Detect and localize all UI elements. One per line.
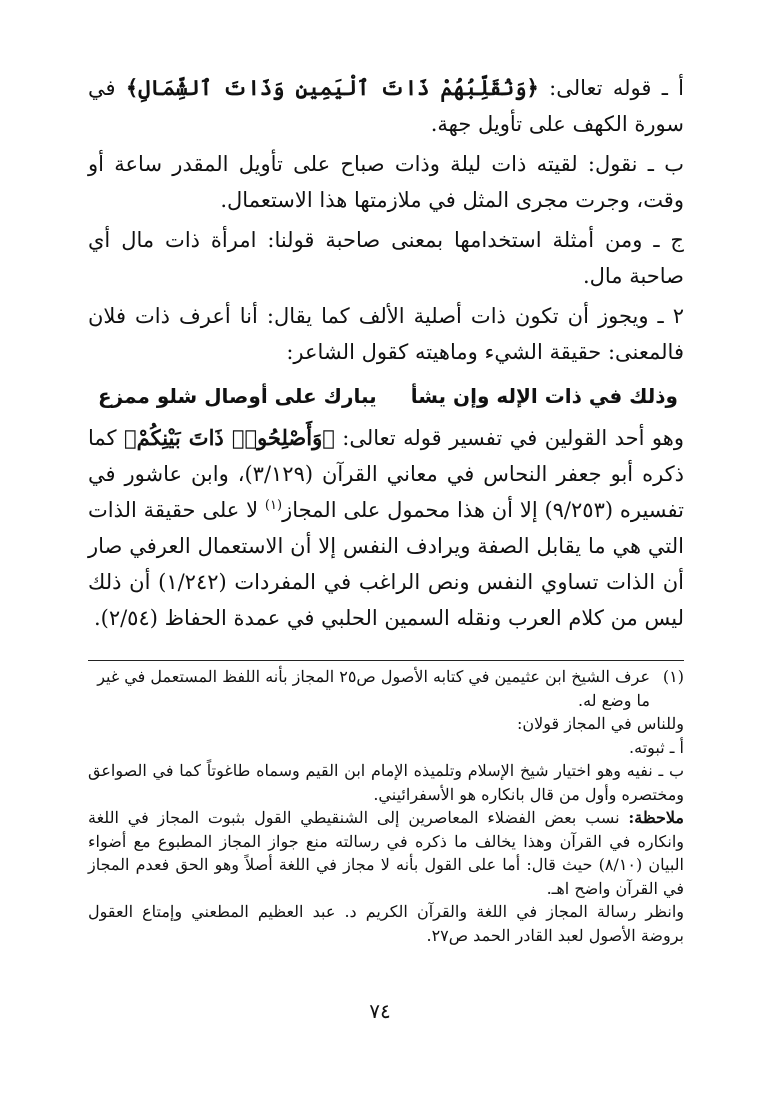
footnote-divider xyxy=(88,660,684,661)
footnote-view-a: أ ـ ثبوته. xyxy=(629,737,684,757)
paragraph-a-intro: أ ـ قوله تعالى: xyxy=(538,76,685,100)
verse-second-hemistich: يبارك على أوصال شلو ممزع xyxy=(98,384,377,408)
paragraph-tafsir-middle: كما ذكره أبو جعفر النحاس في معاني القرآن (٣/١٢٩)، وابن عاشور في تفسيره (٩/٢٥٣) إلا أن هذا محمول على المجاز xyxy=(88,426,685,522)
footnote-definition: عرف الشيخ ابن عثيمين في كتابه الأصول ص٢٥ المجاز بأنه اللفظ المستعمل في غير ما وضع له. xyxy=(97,667,650,710)
main-text xyxy=(88,60,684,640)
quran-verse-anfal: ﴿وَأَصْلِحُوا۟ ذَاتَ بَيْنِكُمْ﴾ xyxy=(124,425,335,450)
remark-text: نسب بعض الفضلاء المعاصرين إلى الشنقيطي القول بثبوت المجاز في اللغة وانكاره في القرآن وهذا يخالف ما ذكره في رسالته منع جواز المجاز المطبوع مع أضواء البيان (٨/١٠) حيث قال: أما على القول بأنه لا مجاز في اللغة أصلاً وهو الحق فعدم المجاز في القرآن واضح اهـ. xyxy=(88,808,684,898)
paragraph-2: ٢ ـ ويجوز أن تكون ذات أصلية الألف كما يقال: أنا أعرف ذات فلان فالمعنى: حقيقة الشيء وماهيته كقول الشاعر: xyxy=(88,304,684,364)
footnote-references: وانظر رسالة المجاز في اللغة والقرآن الكريم د. عبد العظيم المطعني وإمتاع العقول بروضة الأصول لعبد القادر الحمد ص٢٧. xyxy=(88,902,684,945)
remark-label: ملاحظة: xyxy=(628,808,684,827)
paragraph-tafsir-rest: لا على حقيقة الذات التي هي ما يقابل الصفة ويرادف النفس إلا أن الاستعمال العرفي صار أن الذات تساوي النفس ونص الراغب في المفردات (١/٢٤٢) أن ذلك ليس من كلام العرب ونقله السمين الحلبي في عمدة الحفاظ (٢/٥٤). xyxy=(88,498,684,630)
page-number: ٧٤ xyxy=(369,999,391,1023)
paragraph-c: ج ـ ومن أمثلة استخدامها بمعنى صاحبة قولنا: امرأة ذات مال أي صاحبة مال. xyxy=(88,228,684,288)
footnote-reference: (١) xyxy=(264,498,283,513)
footnote-1 xyxy=(88,665,684,712)
paragraph-a xyxy=(88,70,684,142)
quran-verse-kahf: ﴿وَنُقَلِّبُهُمْ ذَاتَ ٱلْيَمِينِ وَذَاتَ ٱلشِّمَالِ﴾ xyxy=(125,75,539,100)
verse-first-hemistich: وذلك في ذات الإله وإن يشأ xyxy=(410,384,678,408)
footnotes xyxy=(88,665,684,947)
footnote-remark xyxy=(88,806,684,900)
paragraph-a-rest: في سورة الكهف على تأويل جهة. xyxy=(88,76,684,136)
footnote-view-b: ب ـ نفيه وهو اختيار شيخ الإسلام وتلميذه الإمام ابن القيم وسماه طاغوتاً كما في الصواعق ومختصره وأول من قال بانكاره هو الأسفرائيني. xyxy=(88,761,685,804)
paragraph-tafsir xyxy=(88,420,684,636)
poetry-verse xyxy=(88,374,684,418)
paragraph-b: ب ـ نقول: لقيته ذات ليلة وذات صباح على تأويل المقدر ساعة أو وقت، وجرت مجرى المثل في ملازمتها هذا الاستعمال. xyxy=(88,152,684,212)
footnote-number: (١) xyxy=(662,667,684,686)
paragraph-tafsir-intro: وهو أحد القولين في تفسير قوله تعالى: xyxy=(334,426,684,450)
footnote-two-views: وللناس في المجاز قولان: xyxy=(516,714,684,733)
